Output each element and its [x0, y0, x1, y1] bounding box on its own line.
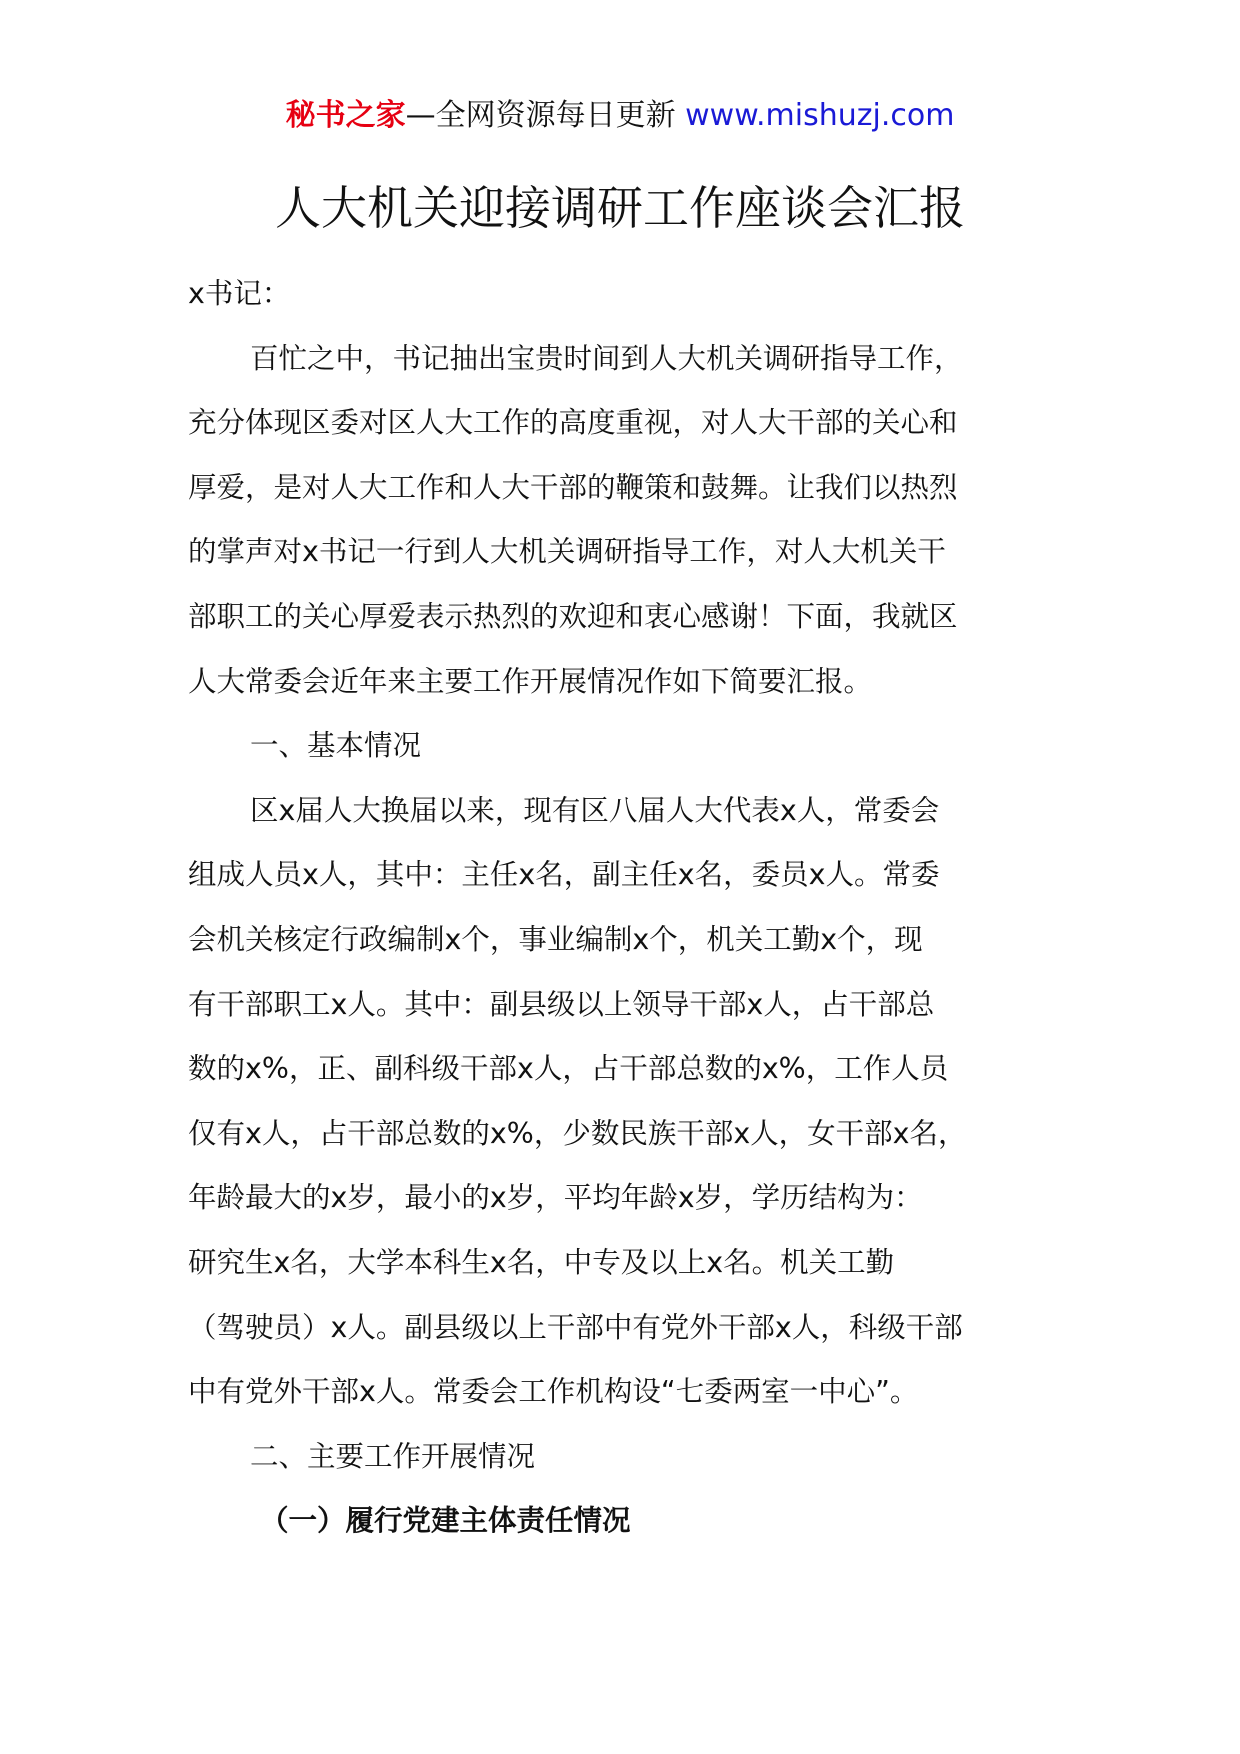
document-body [188, 262, 1088, 1554]
paragraph-line: 有干部职工x人。其中：副县级以上领导干部x人，占干部总 [188, 987, 935, 1021]
site-url-link[interactable]: www.mishuzj.com [685, 98, 955, 133]
paragraph-line: （驾驶员）x人。副县级以上干部中有党外干部x人，科级干部 [188, 1310, 963, 1344]
paragraph-line: 的掌声对x书记一行到人大机关调研指导工作，对人大机关干 [188, 535, 946, 569]
subsection-heading: （一）履行党建主体责任情况 [260, 1504, 631, 1538]
section-heading: 二、主要工作开展情况 [250, 1439, 536, 1473]
section-heading: 一、基本情况 [250, 729, 422, 763]
paragraph-line: 人大常委会近年来主要工作开展情况作如下简要汇报。 [188, 664, 873, 698]
paragraph-line: 仅有x人，占干部总数的x%，少数民族干部x人，女干部x名， [188, 1116, 967, 1150]
site-header [0, 96, 1240, 136]
salutation: x书记： [188, 277, 291, 310]
paragraph-line: 研究生x名，大学本科生x名，中专及以上x名。机关工勤 [188, 1245, 895, 1279]
paragraph-line: 中有党外干部x人。常委会工作机构设“七委两室一中心”。 [188, 1375, 919, 1409]
brand-name: 秘书之家 [285, 98, 406, 133]
document-title: 人大机关迎接调研工作座谈会汇报 [275, 181, 965, 235]
header-tagline: —全网资源每日更新 [405, 98, 686, 133]
paragraph-line: 部职工的关心厚爱表示热烈的欢迎和衷心感谢！下面，我就区 [188, 599, 958, 633]
paragraph-line: 区x届人大换届以来，现有区八届人大代表x人，常委会 [250, 793, 940, 827]
paragraph-line: 数的x%，正、副科级干部x人，占干部总数的x%，工作人员 [188, 1052, 949, 1086]
paragraph-line: 组成人员x人，其中：主任x名，副主任x名，委员x人。常委 [188, 858, 940, 892]
paragraph-line: 充分体现区委对区人大工作的高度重视，对人大干部的关心和 [188, 406, 958, 440]
paragraph-line: 百忙之中，书记抽出宝贵时间到人大机关调研指导工作， [250, 341, 963, 375]
paragraph-line: 会机关核定行政编制x个，事业编制x个，机关工勤x个，现 [188, 922, 923, 956]
paragraph-line: 年龄最大的x岁，最小的x岁，平均年龄x岁，学历结构为： [188, 1181, 923, 1215]
paragraph-line: 厚爱，是对人大工作和人大干部的鞭策和鼓舞。让我们以热烈 [188, 470, 958, 504]
